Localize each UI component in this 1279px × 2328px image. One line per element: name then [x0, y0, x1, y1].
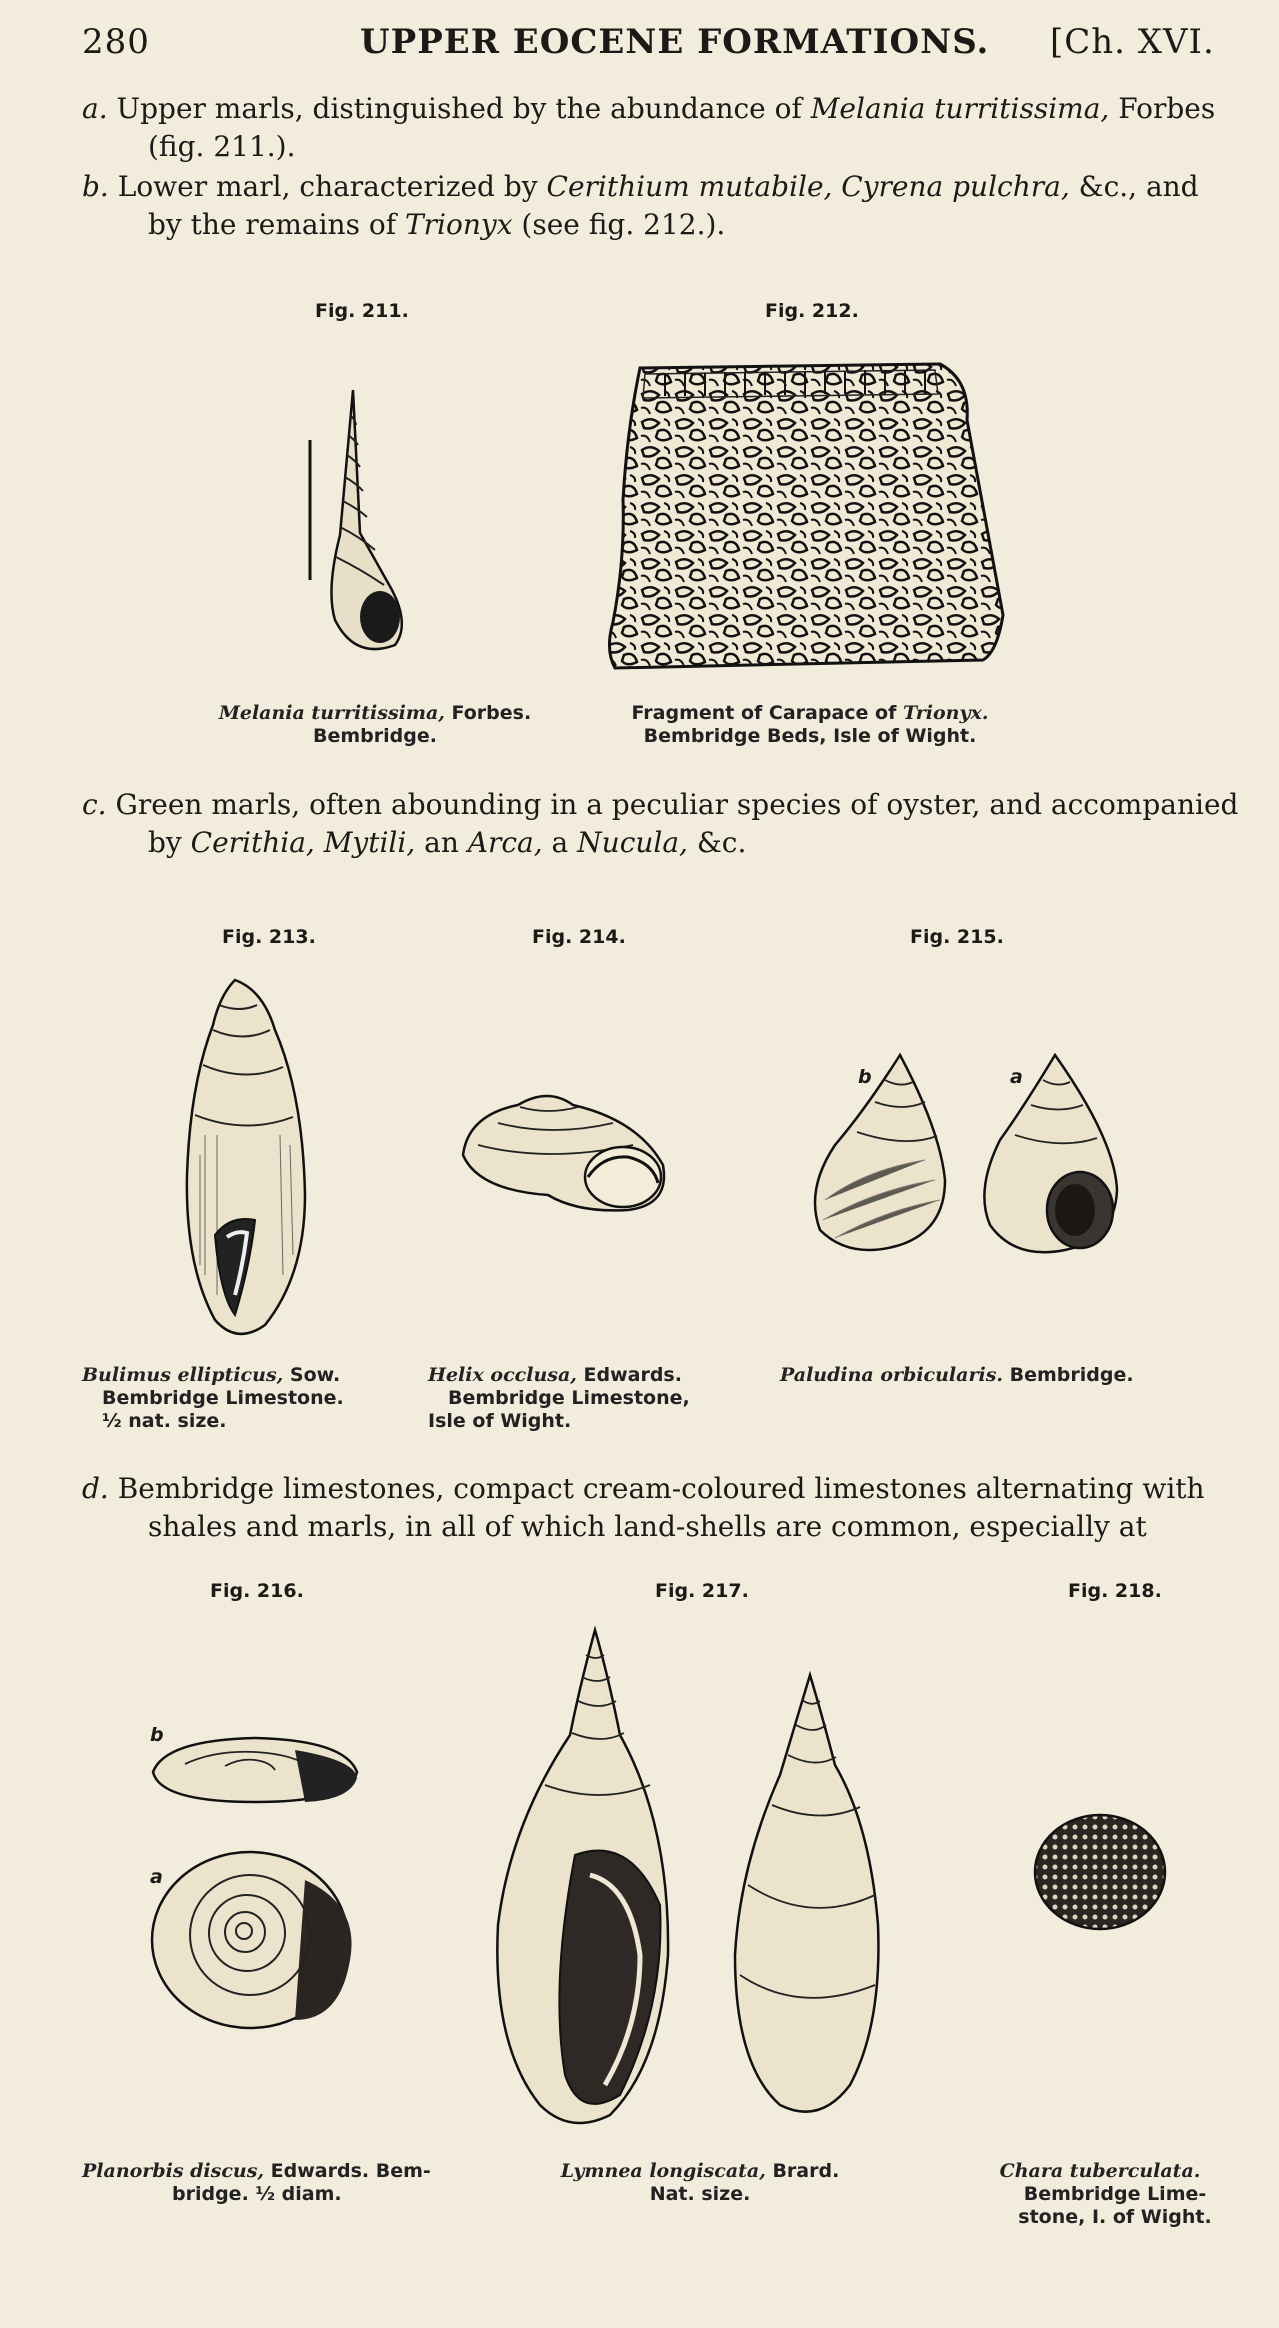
para-text: Upper marls, distinguished by the abundance of: [107, 92, 811, 125]
species-name: Lymnea longiscata,: [560, 2160, 766, 2182]
caption-text: Bembridge Beds, Isle of Wight.: [643, 725, 977, 747]
species-name: Trionyx.: [903, 702, 989, 724]
caption-text: ½ nat. size.: [102, 1410, 227, 1432]
fig-214-caption: [428, 1364, 748, 1433]
helix-shell-illustration: [458, 1085, 673, 1215]
para-text: (see fig. 212.).: [512, 208, 726, 241]
planorbis-shell-illustration: [145, 1730, 365, 2040]
page-number: 280: [82, 22, 150, 62]
fig-211-caption: [195, 702, 555, 748]
species-name: Planorbis discus,: [82, 2160, 265, 2182]
para-text: by the remains of: [148, 208, 405, 241]
para-text: Lower marl, characterized by: [108, 170, 547, 203]
caption-text: Sow.: [283, 1364, 341, 1386]
fig-217-caption: [520, 2160, 880, 2206]
fig-215-label: Fig. 215.: [910, 926, 1004, 948]
melania-shell-illustration: [300, 385, 420, 660]
species-name: Melania turritissima,: [218, 702, 445, 724]
caption-text: Brard.: [765, 2160, 840, 2182]
para-text: Bembridge limestones, compact cream-coloured limestones alternating with: [108, 1472, 1205, 1505]
fig-218-caption: [960, 2160, 1240, 2229]
species-name: Paludina orbicularis.: [780, 1364, 1003, 1386]
fig-212-caption: [590, 702, 1030, 748]
species-name: Cerithium mutabile, Cyrena pulchra,: [546, 170, 1070, 203]
para-text: shales and marls, in all of which land-shells are common, especially at: [148, 1510, 1147, 1543]
fig-218-label: Fig. 218.: [1068, 1580, 1162, 1602]
fig-216-caption: [82, 2160, 502, 2206]
chapter-ref: [Ch. XVI.: [1050, 22, 1215, 62]
fig-216-mark-b: b: [150, 1724, 164, 1746]
chara-oogonium-illustration: [1030, 1812, 1170, 1932]
caption-text: Bembridge Limestone,: [448, 1387, 690, 1409]
fig-211-label: Fig. 211.: [315, 300, 409, 322]
para-label: a.: [82, 92, 108, 125]
caption-text: Bembridge.: [1003, 1364, 1134, 1386]
caption-text: Nat. size.: [649, 2183, 751, 2205]
fig-213-caption: [82, 1364, 382, 1433]
fig-212-label: Fig. 212.: [765, 300, 859, 322]
caption-text: Edwards.: [576, 1364, 682, 1386]
para-label: c.: [82, 788, 107, 821]
para-label: d.: [82, 1472, 109, 1505]
running-title: UPPER EOCENE FORMATIONS.: [360, 22, 990, 62]
para-text: by: [148, 826, 191, 859]
species-name: Cerithia, Mytili,: [190, 826, 416, 859]
para-label: b.: [82, 170, 109, 203]
para-text: an: [415, 826, 468, 859]
fig-216-label: Fig. 216.: [210, 1580, 304, 1602]
paragraph-c: [82, 786, 1242, 862]
fig-216-mark-a: a: [150, 1866, 163, 1888]
species-name: Nucula,: [577, 826, 688, 859]
para-text: Forbes: [1109, 92, 1216, 125]
species-name: Bulimus ellipticus,: [82, 1364, 284, 1386]
caption-text: bridge. ½ diam.: [172, 2183, 342, 2205]
caption-text: stone, I. of Wight.: [1018, 2206, 1212, 2228]
caption-text: Bembridge Limestone.: [102, 1387, 344, 1409]
paragraph-d: [82, 1470, 1242, 1546]
species-name: Chara tuberculata.: [999, 2160, 1201, 2182]
caption-text: Bembridge.: [313, 725, 437, 747]
para-text: Green marls, often abounding in a peculiar species of oyster, and accompanied: [106, 788, 1239, 821]
caption-text: Isle of Wight.: [428, 1410, 572, 1432]
trionyx-carapace-illustration: [605, 360, 1005, 672]
fig-213-label: Fig. 213.: [222, 926, 316, 948]
para-text: &c., and: [1069, 170, 1199, 203]
para-text: &c.: [687, 826, 747, 859]
fig-215-mark-b: b: [858, 1066, 872, 1088]
caption-text: Fragment of Carapace of: [631, 702, 903, 724]
para-text: (fig. 211.).: [148, 130, 296, 163]
paludina-shells-illustration: [805, 1050, 1135, 1255]
species-name: Helix occlusa,: [428, 1364, 577, 1386]
caption-text: Edwards. Bem-: [264, 2160, 431, 2182]
bulimus-shell-illustration: [175, 975, 315, 1345]
fig-215-caption: [780, 1364, 1200, 1387]
paragraph-a: [82, 90, 1222, 166]
species-name: Melania turritissima,: [810, 92, 1110, 125]
species-name: Arca,: [467, 826, 543, 859]
fig-215-mark-a: a: [1010, 1066, 1023, 1088]
fig-214-label: Fig. 214.: [532, 926, 626, 948]
para-text: a: [542, 826, 578, 859]
species-name: Trionyx: [404, 208, 513, 241]
caption-text: Bembridge Lime-: [1023, 2183, 1207, 2205]
caption-text: Forbes.: [444, 702, 532, 724]
fig-217-label: Fig. 217.: [655, 1580, 749, 1602]
lymnea-shells-illustration: [490, 1625, 890, 2130]
paragraph-b: [82, 168, 1242, 244]
